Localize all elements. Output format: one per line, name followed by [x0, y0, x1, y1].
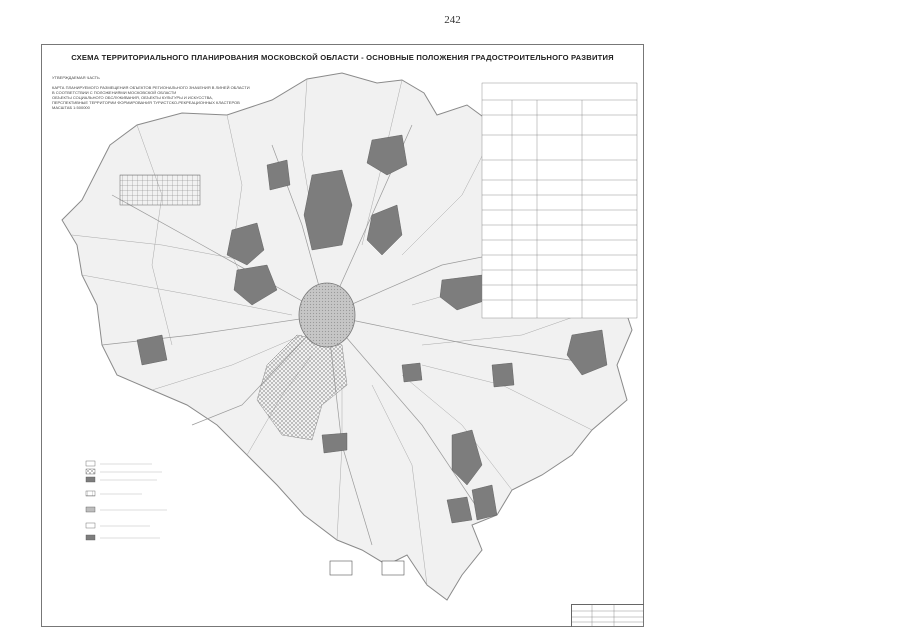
title-block-stamp	[571, 604, 644, 627]
page-number: 242	[444, 14, 461, 26]
moscow-city	[299, 283, 355, 347]
subtitle-line: ОБЪЕКТЫ СОЦИАЛЬНОГО ОБСЛУЖИВАНИЯ, ОБЪЕКТЫ КУЛЬТУРЫ И ИСКУССТВА,	[52, 95, 213, 101]
map-legend	[86, 461, 167, 540]
subtitle-line: В СООТВЕТСТВИИ С ПОЛОЖЕНИЯМИ МОСКОВСКОЙ ОБЛАСТИ	[52, 90, 177, 96]
planned-zone-grid	[120, 175, 200, 205]
subtitle-line: КАРТА ПЛАНИРУЕМОГО РАЗМЕЩЕНИЯ ОБЪЕКТОВ РЕГИОНАЛЬНОГО ЗНАЧЕНИЯ В ЛИНЕЙ ОБЛАСТИ	[52, 85, 250, 91]
stamp-grid	[572, 605, 644, 627]
subtitle-line: ПЕРСПЕКТИВНЫЕ ТЕРРИТОРИИ ФОРМИРОВАНИЯ ТУРИСТСКО-РЕКРЕАЦИОННЫХ КЛАСТЕРОВ	[52, 100, 240, 106]
inset-frames	[330, 561, 404, 575]
region-map	[42, 45, 643, 626]
subtitle-line: МАСШТАБ 1:500000	[52, 105, 90, 111]
map-title: СХЕМА ТЕРРИТОРИАЛЬНОГО ПЛАНИРОВАНИЯ МОСКОВСКОЙ ОБЛАСТИ - ОСНОВНЫЕ ПОЛОЖЕНИЯ ГРАДОСТРОИТЕЛЬНОГО РАЗВИТИЯ	[71, 53, 614, 62]
map-sheet	[41, 44, 644, 627]
subtitle-label: УТВЕРЖДАЕМАЯ ЧАСТЬ	[52, 75, 100, 80]
data-table-grid	[482, 83, 637, 318]
